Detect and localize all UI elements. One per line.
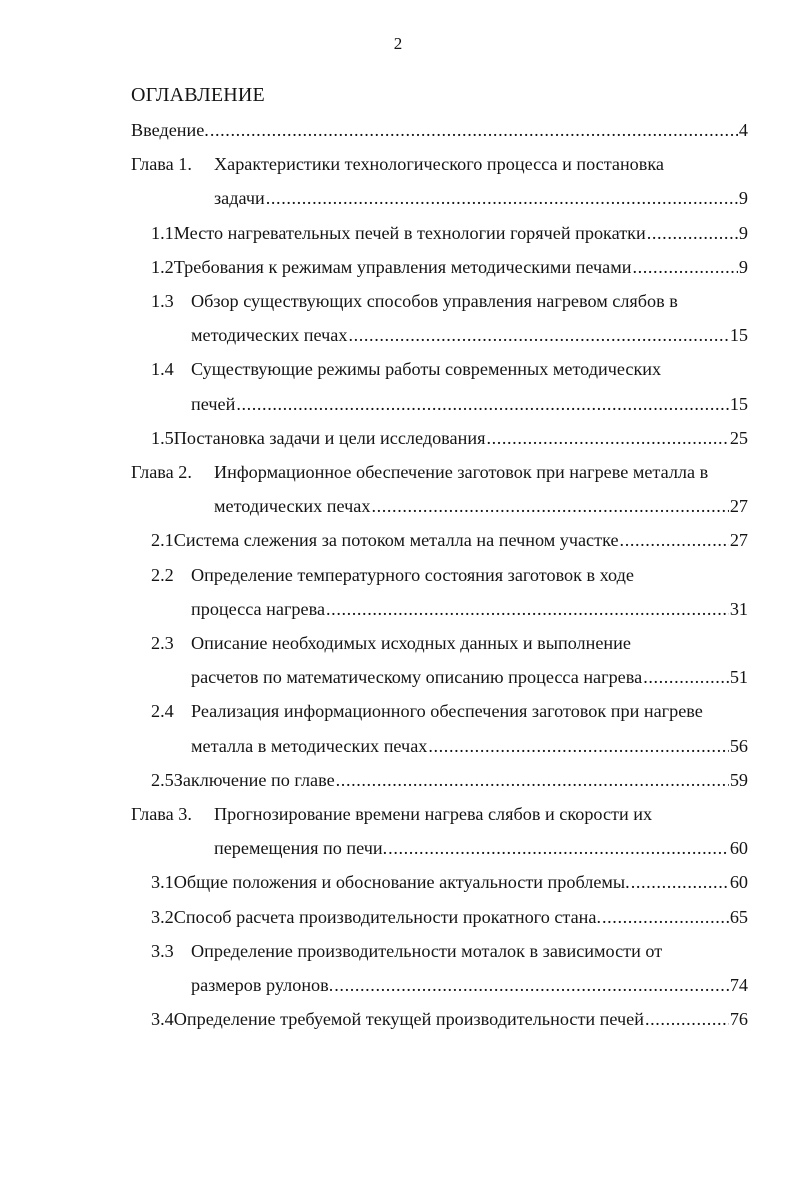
toc-entry-page: 65 (729, 906, 748, 927)
toc-entry-page: 9 (738, 188, 748, 209)
toc-leader-dots (334, 973, 729, 997)
toc-entry-number: 2.5 (151, 769, 174, 790)
toc-entry-page: 15 (729, 325, 748, 346)
toc-leader-dots (631, 870, 729, 894)
toc-entry-title: металла в методических печах (191, 735, 428, 756)
toc-entry-line (214, 836, 748, 860)
toc-entry-title: Способ расчета производительности прокатного стана. (173, 906, 601, 927)
toc-entry-page: 31 (729, 598, 748, 619)
toc-leader-dots (620, 528, 729, 552)
toc-leader-dots (348, 323, 728, 347)
toc-entry-title: печей (191, 393, 236, 414)
toc-entry-title: Заключение по главе (173, 769, 335, 790)
toc-entry-page: 56 (729, 735, 748, 756)
toc-entry-title: процесса нагрева (191, 598, 326, 619)
toc-entry-title: расчетов по математическому описанию процесса нагрева (191, 667, 643, 688)
toc-entry-title: размеров рулонов. (191, 975, 334, 995)
toc-entry-title: Существующие режимы работы современных методических (191, 359, 662, 380)
toc-entry-line (151, 426, 748, 450)
toc-leader-dots (645, 1007, 729, 1031)
toc-entry-title: задачи (214, 188, 265, 209)
toc-entry-page: 25 (729, 427, 748, 448)
toc-entry-line (191, 392, 748, 416)
toc-entry-page: 9 (738, 222, 748, 243)
toc-entry-line (151, 1007, 748, 1031)
toc-entry-line (151, 528, 748, 552)
toc-leader-dots (602, 905, 729, 929)
toc-entry-page: 59 (729, 769, 748, 790)
toc-entry-title: Требования к режимам управления методическими печами (173, 256, 632, 277)
toc-entry-title: Прогнозирование времени нагрева слябов и скорости их (214, 804, 653, 824)
toc-entry-number: 3.4 (151, 1009, 174, 1030)
toc-entry-line (131, 802, 748, 826)
toc-leader-dots (371, 494, 728, 518)
toc-entry-number: 1.5 (151, 427, 174, 448)
toc-entry-line (191, 323, 748, 347)
toc-entry-number: 3.2 (151, 906, 174, 927)
toc-entry-line (131, 118, 748, 142)
toc-entry-title: Информационное обеспечение заготовок при нагреве металла в (214, 462, 709, 482)
toc-entry-title: методических печах (214, 496, 371, 517)
toc-leader-dots (428, 734, 728, 758)
toc-leader-dots (643, 665, 729, 689)
toc-leader-dots (632, 255, 737, 279)
toc-entry-page: 9 (738, 256, 748, 277)
toc-leader-dots (388, 836, 729, 860)
toc-entry-title: Характеристики технологического процесса и постановка (214, 154, 664, 175)
toc-entry-title: Определение температурного состояния заготовок в ходе (191, 564, 634, 585)
toc-entry-line (151, 905, 748, 929)
toc-entry-line (131, 460, 748, 484)
toc-entry-title: Реализация информационного обеспечения заготовок при нагреве (191, 701, 703, 722)
toc-entry-page: 27 (729, 530, 748, 551)
toc-entry-number: 2.3 (151, 633, 174, 653)
toc-entry-line (214, 494, 748, 518)
toc-leader-dots (486, 426, 728, 450)
toc-entry-title: методических печах (191, 325, 348, 346)
toc-entry-number: 3.3 (151, 940, 174, 961)
toc-entry-page: 74 (729, 975, 748, 995)
toc-entry-line (191, 734, 748, 758)
toc-entry-number: 3.1 (151, 872, 174, 893)
toc-entry-number: 1.4 (151, 359, 174, 380)
toc-entry-number: 1.1 (151, 222, 174, 243)
toc-entry-line (151, 289, 748, 313)
toc-entry-number: 1.3 (151, 291, 174, 311)
toc-entry-page: 51 (729, 667, 748, 688)
toc-entry-line (151, 870, 748, 894)
toc-entry-number: Глава 3. (131, 804, 192, 824)
toc-entry-line (151, 357, 748, 381)
toc-entry-title: Обзор существующих способов управления нагревом слябов в (191, 291, 678, 311)
toc-entry-number: 2.1 (151, 530, 174, 551)
toc-entry-line (151, 563, 748, 587)
toc-entry-title: Определение требуемой текущей производительности печей (173, 1009, 644, 1030)
toc-entry-line (151, 221, 748, 245)
toc-leader-dots (647, 221, 738, 245)
toc-entry-line (151, 255, 748, 279)
toc-entry-title: Введение. (131, 120, 209, 140)
toc-entry-page: 4 (738, 120, 748, 140)
toc-entry-title: Система слежения за потоком металла на печном участке (173, 530, 619, 551)
toc-entry-number: 2.4 (151, 701, 174, 722)
toc-heading: ОГЛАВЛЕНИЕ (131, 84, 265, 106)
toc-entry-title: Постановка задачи и цели исследования (173, 427, 486, 448)
toc-entry-number: 1.2 (151, 256, 174, 277)
toc-leader-dots (336, 768, 729, 792)
toc-entry-line (131, 152, 748, 176)
toc-entry-line (151, 699, 748, 723)
toc-entry-line (214, 186, 748, 210)
toc-entry-line (151, 631, 748, 655)
toc-entry-title: Общие положения и обоснование актуальности проблемы. (173, 872, 630, 893)
toc-leader-dots (236, 392, 729, 416)
toc-entry-line (191, 665, 748, 689)
toc-entry-title: Определение производительности моталок в зависимости от (191, 940, 663, 961)
toc-entry-line (191, 973, 748, 997)
toc-entry-line (151, 768, 748, 792)
page-number: 2 (393, 34, 403, 53)
toc-entry-title: Описание необходимых исходных данных и выполнение (191, 633, 631, 653)
toc-leader-dots (266, 186, 738, 210)
toc-entry-number: Глава 2. (131, 462, 192, 482)
toc-entry-page: 60 (729, 872, 748, 893)
toc-entry-page: 76 (729, 1009, 748, 1030)
toc-leader-dots (326, 597, 729, 621)
toc-entry-number: Глава 1. (131, 154, 192, 175)
toc-entry-line (191, 597, 748, 621)
toc-entry-page: 27 (729, 496, 748, 517)
toc-entry-title: перемещения по печи. (214, 838, 388, 859)
toc-entry-line (151, 939, 748, 963)
toc-entry-page: 15 (729, 393, 748, 414)
toc-entry-title: Место нагревательных печей в технологии горячей прокатки (173, 222, 646, 243)
toc-entry-page: 60 (729, 838, 748, 859)
toc-entry-number: 2.2 (151, 564, 174, 585)
toc-leader-dots (210, 118, 738, 142)
